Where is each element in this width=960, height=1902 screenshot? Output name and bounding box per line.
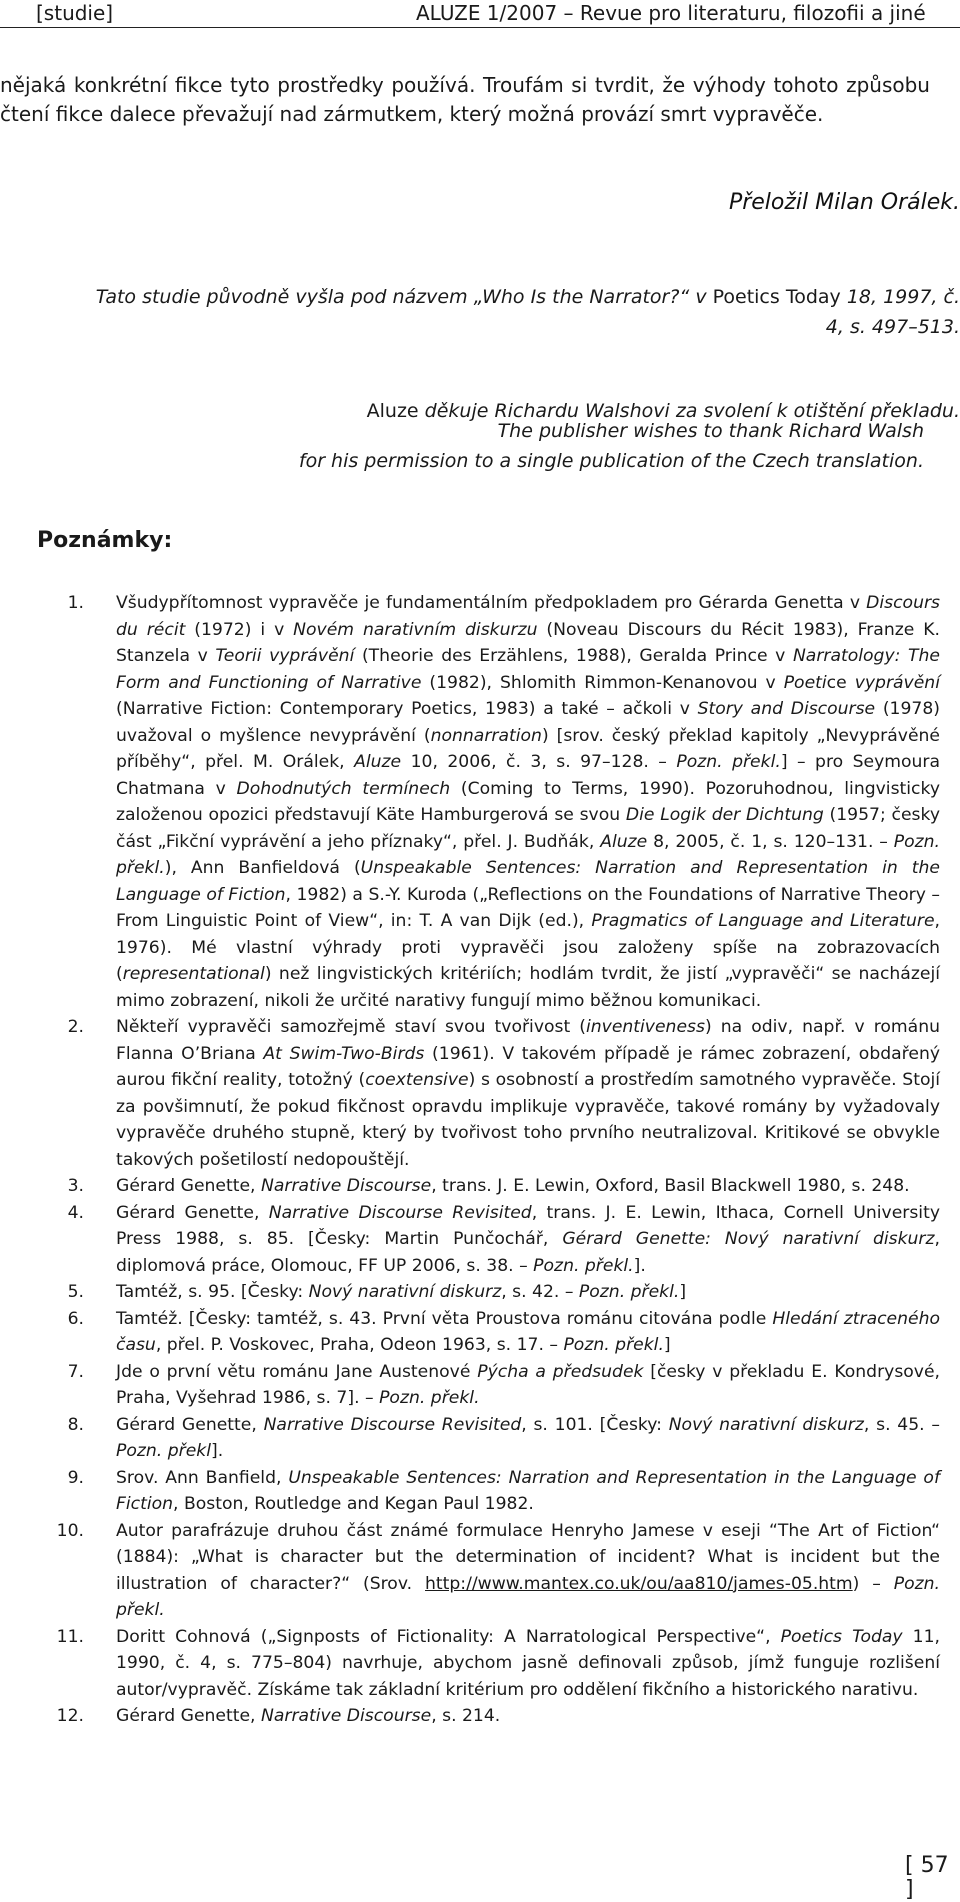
footnote-text [116, 1468, 940, 1515]
source-note [80, 282, 960, 342]
footnote-italic-run: Aluze [354, 752, 402, 772]
footnote-text-run: ]. [211, 1441, 224, 1461]
journal-title: ALUZE 1/2007 – Revue pro literaturu, filozofii a jiné [416, 1, 926, 25]
footnote-text-run: , diplomová práce, Olomouc, FF UP 2006, s. 38. – [116, 1229, 940, 1276]
footnote-text-run: Tamtéž, s. 95. [Česky: [116, 1282, 309, 1302]
footnote-italic-run: Poetics Today [780, 1626, 903, 1647]
footnote-text [116, 1017, 940, 1170]
footnote-text-run: Srov. Ann Banfield, [116, 1467, 289, 1488]
footnote-item [0, 1703, 940, 1730]
footnote-item [0, 1200, 940, 1280]
footnote-text-run: (Narrative Fiction: Contemporary Poetics, 1983) a také – ačkoli v [116, 699, 698, 719]
footnote-italic-run: Narrative Discourse [260, 1706, 432, 1726]
footnote-text-run: ), Ann Banfieldová ( [164, 858, 361, 878]
footnote-text-run: , trans. J. E. Lewin, Oxford, Basil Blackwell 1980, s. 248. [431, 1176, 910, 1196]
source-note-journal: Poetics Today [712, 286, 841, 308]
footnote-italic-run: Pozn. překl. [563, 1335, 664, 1355]
footnote-text-run: , trans. J. E. Lewin, Ithaca, Cornell University Press 1988, s. 85. [Česky: Martin Punčochář, [116, 1202, 940, 1249]
footnote-text-run: 8, 2005, č. 1, s. 120–131. – [647, 831, 894, 852]
footnote-italic-run: inventiveness [585, 1017, 705, 1037]
footnote-text-run: ] – pro Seymoura Chatmana v [116, 752, 941, 799]
footnote-italic-run: Hledání ztraceného času [116, 1308, 941, 1355]
footnote-text [116, 1309, 940, 1356]
footnote-item [0, 1173, 940, 1200]
footnote-text-run: Gérard Genette, [116, 1202, 269, 1223]
footnote-text-run: (Coming to Terms, 1990). Pozoruhodnou, lingvisticky založenou opozici představují Käte Hamburgerová se svou [116, 778, 940, 825]
footnote-text-run: [česky v překladu E. Kondrysové, Praha, Vyšehrad 1986, s. 7]. – [116, 1361, 941, 1408]
footnote-italic-run: Unspeakable Sentences: Narration and Representation in the Language of Fiction [116, 1467, 940, 1514]
footnote-italic-run: Pozn. překl. [116, 1573, 940, 1620]
footnote-text [116, 1203, 940, 1276]
footnote-item [0, 1465, 940, 1518]
footnote-text-run: (1961). V takovém případě je rámec zobrazení, obdařený aurou fikční reality, totožný ( [116, 1043, 941, 1090]
footnote-item [0, 590, 940, 1014]
footnote-text-run: Autor parafrázuje druhou část známé formulace Henryho Jamese v eseji “The Art of Fiction“ (1884): „What is character but the determination of incident? What is incident but the illustration of character?“ (Srov. [116, 1520, 940, 1594]
footnote-italic-run: Narrative Discourse [260, 1176, 432, 1196]
footnote-italic-run: Pozn. překl. [379, 1388, 480, 1408]
footnote-text-run: , s. 214. [431, 1706, 501, 1726]
footnote-text-run: (Noveau Discours du Récit 1983), Franze K. Stanzela v [116, 619, 940, 666]
footnote-text-run: 10, 2006, č. 3, s. 97–128. – [401, 752, 677, 772]
footnote-text-run: (1982), Shlomith Rimmon-Kenanovou v [421, 672, 784, 693]
footnote-italic-run: Gérard Genette: Nový narativní diskurz [562, 1229, 935, 1249]
footnote-item [0, 1624, 940, 1704]
footnote-text-run: (1978) uvažoval o myšlence nevyprávění ( [116, 699, 940, 746]
footnote-text-run: ) – [852, 1573, 894, 1594]
footnote-number: 8. [67, 1414, 84, 1435]
footnote-text [116, 1627, 940, 1700]
footnote-item [0, 1306, 940, 1359]
footnote-text-run: , s. 45. – [863, 1414, 940, 1435]
translator-credit: Přeložil Milan Orálek. [728, 190, 960, 215]
footnote-link[interactable]: http://www.mantex.co.uk/ou/aa810/james-05.htm [425, 1573, 853, 1594]
footnote-number: 11. [56, 1626, 84, 1647]
footnote-number: 3. [67, 1176, 84, 1196]
footnote-italic-run: Narratology: The Form and Functioning of Narrative [116, 646, 941, 693]
footnote-number: 6. [67, 1308, 84, 1329]
footnote-text [116, 1706, 500, 1726]
footnotes-list [0, 590, 940, 1730]
footnote-number: 2. [67, 1017, 84, 1037]
footnote-italic-run: Pýcha a předsudek [477, 1361, 644, 1382]
footnote-text-run: 11, 1990, č. 4, s. 775–804) navrhuje, abychom jasně definovali způsob, jímž funguje rozlišení autor/vypravěč. Získáme tak základní kritérium pro oddělení fikčního a historického narativu. [116, 1626, 940, 1700]
footnote-italic-run: Pozn. překl [116, 1441, 212, 1461]
footnote-italic-run: Dohodnutých termínech [236, 778, 451, 799]
footnote-italic-run: coextensive [365, 1070, 469, 1090]
footnote-text [116, 1521, 940, 1621]
footnote-text-run: ) [srov. český překlad kapitoly „Nevyprávěné příběhy“, přel. M. Orálek, [116, 725, 940, 772]
footnote-text-run: (1972) i v [185, 619, 294, 640]
footnote-italic-run: Pozn. překl. [578, 1282, 680, 1302]
footnote-italic-run: Aluze [600, 831, 648, 852]
thanks-journal: Aluze [366, 400, 419, 422]
footnote-italic-run: Pozn. překl. [533, 1255, 634, 1276]
footnote-text [116, 1176, 910, 1196]
footnote-italic-run: Teorii vyprávění [215, 646, 355, 666]
source-note-text: Tato studie původně vyšla pod názvem „Who Is the Narrator?“ v [95, 286, 713, 308]
footnote-text-run: Všudypřítomnost vypravěče je fundamentálním předpokladem pro Gérarda Genetta v [116, 593, 867, 613]
footnote-italic-run: Nový narativní diskurz [668, 1414, 864, 1435]
footnote-text-run: , Boston, Routledge and Kegan Paul 1982. [173, 1494, 534, 1514]
footnote-italic-run: Pozn. překl. [116, 831, 940, 878]
footnote-text-run: , 1976). Mé vlastní výhrady proti vypravěči jsou založeny spíše na zobrazovacích ( [116, 911, 940, 984]
footnote-item [0, 1518, 940, 1624]
footnote-item [0, 1412, 940, 1465]
footnote-text-run: Tamtéž. [Česky: tamtéž, s. 43. První věta Proustova románu citována podle [116, 1308, 773, 1329]
thanks-english-line1: The publisher wishes to thank Richard Walsh [497, 420, 924, 442]
footnote-italic-run: Narrative Discourse Revisited [268, 1202, 532, 1223]
footnote-text-run: Doritt Cohnová („Signposts of Fictionality: A Narratological Perspective“, [116, 1626, 781, 1647]
footnote-text-run: ]. [633, 1255, 646, 1276]
footnote-item [0, 1359, 940, 1412]
source-note-citation: 18, 1997, č. 4, s. 497–513. [825, 286, 960, 338]
footnote-italic-run: Poeti [783, 672, 827, 693]
footnote-italic-run: Novém narativním diskurzu [293, 619, 538, 640]
footnote-text-run: Gérard Genette, [116, 1414, 264, 1435]
footnote-italic-run: nonnarration [430, 725, 542, 746]
footnote-italic-run: Discours du récit [116, 593, 940, 640]
footnote-item [0, 1014, 940, 1173]
footnote-text [116, 1362, 940, 1409]
footnote-number: 10. [56, 1520, 84, 1541]
footnote-number: 5. [67, 1282, 84, 1302]
footnote-text [116, 1282, 686, 1302]
footnote-text-run: Jde o první větu románu Jane Austenové [116, 1361, 478, 1382]
footnote-text-run: ) než lingvistických kritériích; hodlám tvrdit, že jistí „vypravěči“ se nacházejí mimo zobrazení, nikoli že určité narativy fungují mimo běžnou komunikaci. [116, 964, 940, 1011]
footnote-text-run: , přel. P. Voskovec, Praha, Odeon 1963, s. 17. – [155, 1335, 564, 1355]
footnote-number: 1. [67, 593, 84, 613]
running-header [0, 0, 960, 28]
thanks-english-line2: for his permission to a single publication of the Czech translation. [298, 450, 924, 472]
footnote-italic-run: Narrative Discourse Revisited [263, 1414, 522, 1435]
footnote-number: 7. [67, 1361, 84, 1382]
intro-paragraph: nějaká konkrétní fikce tyto prostředky používá. Troufám si tvrdit, že výhody tohoto způsobu čtení fikce dalece převažují nad zármutkem, který možná provází smrt vypravěče. [0, 73, 930, 126]
footnote-text [116, 1415, 940, 1462]
footnote-italic-run: Story and Discourse [697, 699, 876, 719]
footnote-italic-run: representational [122, 964, 265, 984]
footnote-number: 4. [67, 1202, 84, 1223]
footnote-text-run: , s. 42. – [501, 1282, 579, 1302]
footnote-text-run: Někteří vypravěči samozřejmě staví svou tvořivost ( [116, 1017, 586, 1037]
footnote-text-run: (Theorie des Erzählens, 1988), Geralda Prince v [354, 646, 793, 666]
footnote-number: 9. [67, 1467, 84, 1488]
footnote-text-run: Gérard Genette, [116, 1706, 261, 1726]
footnote-text [116, 593, 940, 1011]
footnote-number: 12. [56, 1706, 84, 1726]
footnote-italic-run: At Swim-Two-Birds [263, 1043, 425, 1064]
thanks-czech-text: děkuje Richardu Walshovi za svolení k otištění překladu. [418, 400, 960, 422]
footnote-italic-run: Nový narativní diskurz [308, 1282, 502, 1302]
footnote-italic-run: Die Logik der Dichtung [625, 805, 824, 825]
notes-heading: Poznámky: [37, 528, 173, 553]
section-label: [studie] [36, 1, 114, 25]
footnote-italic-run: Pragmatics of Language and Literature [591, 911, 935, 931]
footnote-italic-run: Pozn. překl. [676, 752, 781, 772]
footnote-item [0, 1279, 940, 1306]
page-number: [ 57 ] [905, 1853, 949, 1902]
footnote-text-run: ) na odiv, např. v románu Flanna O’Briana [116, 1017, 940, 1064]
footnote-text-run: , 1982) a S.-Y. Kuroda („Reflections on the Foundations of Narrative Theory – From Linguistic Point of View“, in: T. A van Dijk (ed.), [116, 884, 940, 931]
footnote-text-run: ) s osobností a prostředím samotného vypravěče. Stojí za povšimnutí, že pokud fikčnost opravdu implikuje vypravěče, takové romány by vyžadovaly vypravěče druhého stupně, který by tvořivost toho prvního neutralizoval. Kritikové se obvykle takových pošetilostí nedopouštějí. [116, 1070, 941, 1170]
footnote-text-run: , s. 101. [Česky: [521, 1414, 669, 1435]
footnote-text-run: ] [679, 1282, 687, 1302]
footnote-text-run: Gérard Genette, [116, 1176, 261, 1196]
footnote-text-run: ce [826, 672, 855, 693]
footnote-text-run: ] [663, 1335, 671, 1355]
footnote-italic-run: Unspeakable Sentences: Narration and Representation in the Language of Fiction [116, 858, 940, 905]
footnote-italic-run: vyprávění [854, 672, 940, 693]
footnote-text-run: (1957; česky část „Fikční vyprávění a jeho příznaky“, přel. J. Budňák, [116, 805, 940, 852]
